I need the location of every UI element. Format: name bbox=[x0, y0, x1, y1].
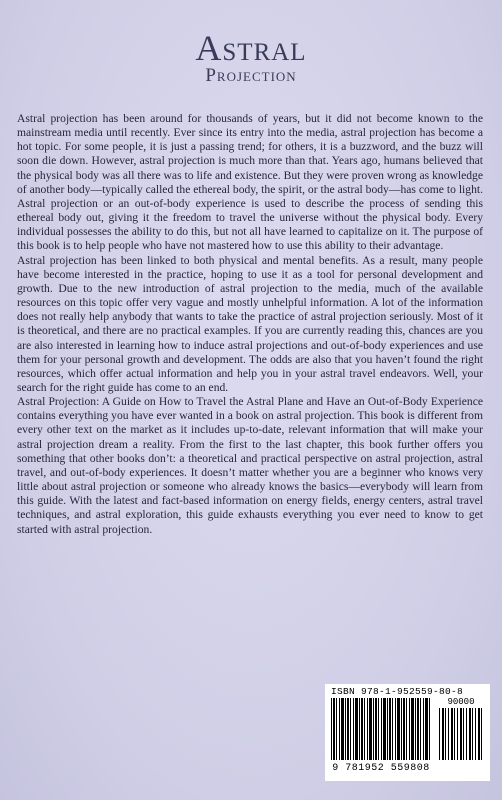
book-title: Astral bbox=[195, 28, 307, 68]
isbn-barcode bbox=[325, 684, 490, 781]
blurb-paragraph-3: Astral Projection: A Guide on How to Travel the Astral Plane and Have an Out-of-Body Experience contains everything you have ever wanted in a book on astral projection. This book is different from every other text on the market as it includes up-to-date, relevant information that will make your astral projection dream a reality. From the first to the last chapter, this book further offers you something that other books don’t: a theoretical and practical perspective on astral projection, astral travel, and out-of-body experiences. It doesn’t matter whether you are a beginner who knows very little about astral projection or someone who already knows the basics—everybody will learn from this guide. With the latest and fact-based information on energy fields, energy centers, astral travel techniques, and astral exploration, this guide exhausts everything you ever need to know to get started with astral projection. bbox=[17, 395, 483, 536]
book-subtitle: Projection bbox=[205, 65, 297, 86]
blurb-paragraph-1: Astral projection has been around for thousands of years, but it did not become known to the mainstream media until recently. Ever since its entry into the media, astral projection has become a hot topic. For some people, it is just a passing trend; for others, it is a buzzword, and the buzz will soon die down. However, astral projection is much more than that. Years ago, humans believed that the physical body was all there was to life and existence. But they were proven wrong as knowledge of another body—typically called the ethereal body, the spirit, or the astral body—has come to light. Astral projection or an out-of-body experience is used to describe the process of sending this ethereal body out, giving it the freedom to travel the universe without the physical body. Every individual possesses the ability to do this, but not all have learned to capitalize on it. The purpose of this book is to help people who have not mastered how to use this ability to their advantage. bbox=[17, 112, 483, 253]
blurb-paragraph-2: Astral projection has been linked to both physical and mental benefits. As a result, many people have become interested in the practice, hoping to use it as a tool for personal development and growth. Due to the new introduction of astral projection to the media, much of the available resources on this topic offer very vague and mostly unhelpful information. A lot of the information does not really help anybody that wants to take the practice of astral projection seriously. Most of it is theoretical, and there are no practical examples. If you are currently reading this, chances are you are also interested in learning how to induce astral projections and out-of-body experiences and use them for your personal growth and development. The odds are also that you haven’t found the right resources, which offer actual information and help you in your astral travel endeavors. Well, your search for the right guide has come to an end. bbox=[17, 253, 483, 394]
price-addon-digits: 90000 bbox=[447, 697, 475, 707]
isbn-label: ISBN 978-1-952559-80-8 bbox=[331, 686, 464, 697]
barcode-digits: 9 781952 559808 bbox=[332, 763, 430, 774]
blurb-text bbox=[17, 112, 483, 537]
ean-barcode-bars bbox=[331, 698, 431, 760]
price-addon-bars bbox=[439, 708, 483, 760]
